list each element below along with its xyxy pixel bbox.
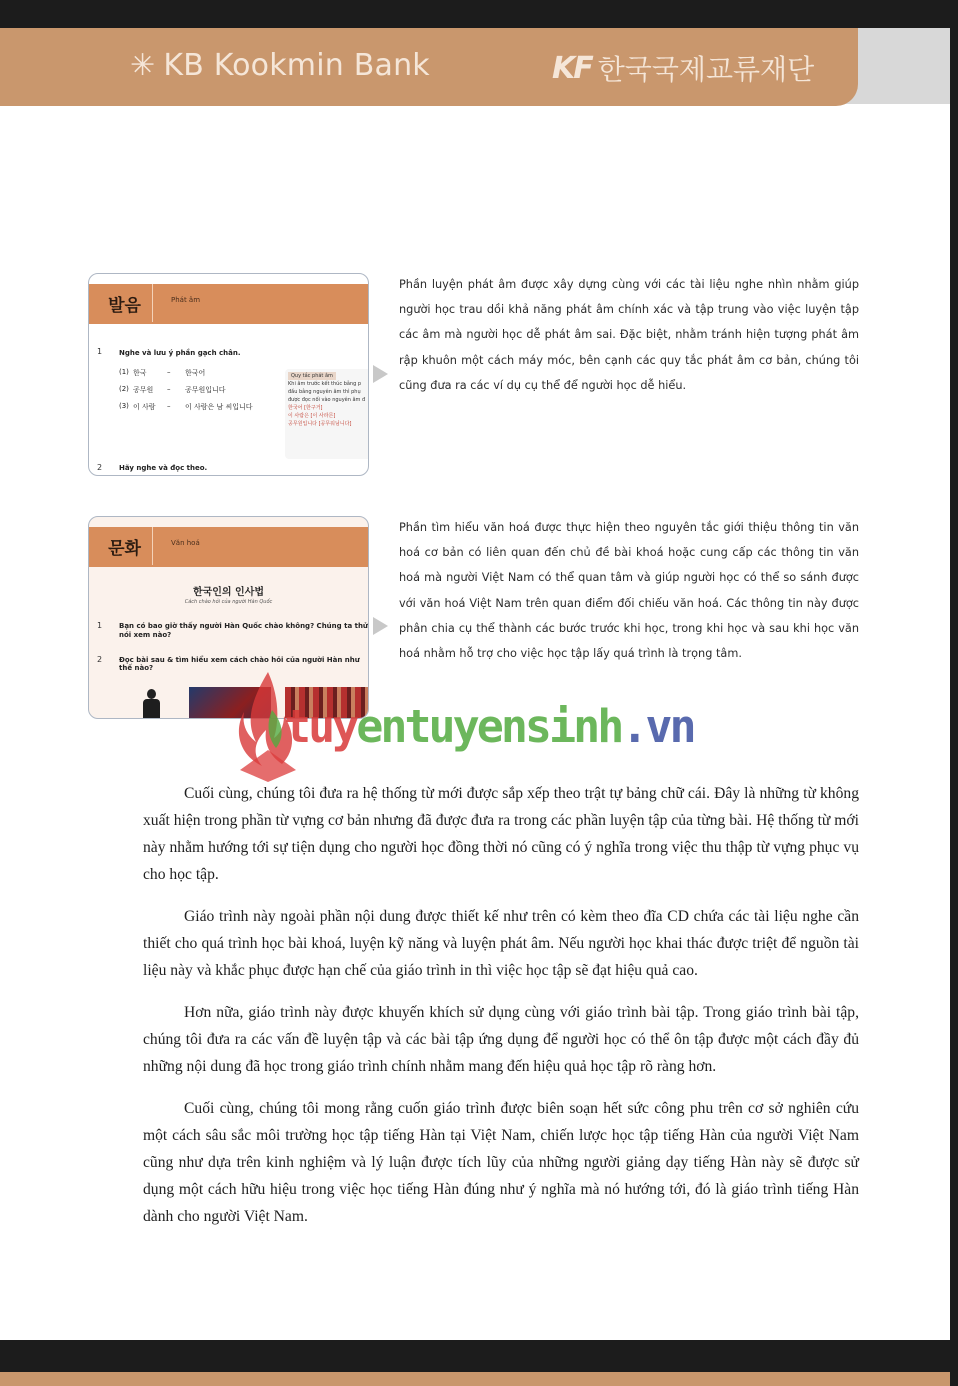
pronunciation-sample-thumbnail (88, 273, 369, 476)
question-text: Nghe và lưu ý phần gạch chân. (119, 349, 241, 357)
rule-example: 이 사람은 [이 사라믄] (288, 413, 336, 419)
culture-topic-subtitle: Cách chào hỏi của người Hàn Quốc (184, 599, 273, 605)
question-number: 2 (97, 463, 103, 472)
exercise-row-phrase: 공무원입니다 (185, 386, 226, 394)
rule-example: 공무원입니다 [공무워님니다] (288, 421, 352, 427)
exercise-row-dash: – (167, 368, 171, 376)
paragraph: Cuối cùng, chúng tôi đưa ra hệ thống từ mới được sắp xếp theo trật tự bảng chữ cái. Đây là những từ không xuất hiện trong phần từ vựng cơ bản nhưng đã được đưa ra trong các phần luyện tập của từng bài. Hệ thống từ mới này nhằm hướng tới sự tiện dụng cho người học đồng thời nó cũng có ý nghĩa trong việc thu thập từ vựng phục vụ cho học tập. (143, 785, 859, 883)
exercise-row-index: (3) (119, 402, 129, 410)
exercise-row-dash: – (167, 385, 171, 393)
paragraph: Hơn nữa, giáo trình này được khuyến khích sử dụng cùng với giáo trình bài tập. Trong giáo trình bài tập, chúng tôi đưa ra các vấn đề luyện tập và các bài tập ứng dụng để người học có thể ôn tập được một cách đầy đủ những nội dung đã học trong giáo trình chính nhằm mang đến hiệu quả học tập rõ ràng hơn. (143, 1004, 859, 1075)
website-watermark (232, 664, 692, 784)
question-text: Đọc bài sau & tìm hiểu xem cách chào hỏi của người Hàn như thế nào? (119, 656, 360, 672)
watermark-text: tuyentuyensinh.vn (284, 700, 694, 753)
body-text (143, 780, 859, 1245)
exercise-row-index: (1) (119, 368, 129, 376)
document-page (0, 28, 950, 1340)
paragraph: Cuối cùng, chúng tôi mong rằng cuốn giáo trình được biên soạn hết sức công phu trên cơ sở nghiên cứu một cách sâu sắc môi trường học tập tiếng Hàn tại Việt Nam, chiến lược học tập tiếng Hàn của người Việt Nam cũng như dựa trên kinh nghiệm và lý luận được tích lũy của những người giảng dạy tiếng Hàn này sẽ được sử dụng một cách hữu hiệu trong việc học tiếng Hàn đúng như ý nghĩa mà nó hướng tới, đó là giáo trình tiếng Hàn dành cho người Việt Nam. (143, 1100, 859, 1225)
question-number: 1 (97, 621, 103, 630)
question-text: Bạn có bao giờ thấy người Hàn Quốc chào không? Chúng ta thử nói xem nào? (119, 622, 368, 639)
question-text: Hãy nghe và đọc theo. (119, 464, 208, 472)
section-subtitle: Phát âm (171, 296, 201, 304)
rule-example: 한국어 [한구거] (288, 405, 323, 411)
rule-line: đầu bằng nguyên âm thì phụ (288, 389, 361, 395)
paragraph: Giáo trình này ngoài phần nội dung được thiết kế như trên có kèm theo đĩa CD chứa các tài liệu nghe cần thiết cho quá trình học bài khoá, luyện kỹ năng và luyện phát âm. Nếu người học khai thác được triệt để nguồn tài liệu này và khắc phục được hạn chế của giáo trình in thì việc học tập sẽ đạt hiệu quả cao. (143, 908, 859, 979)
kf-mark: KF (552, 50, 592, 86)
section-subtitle: Văn hoá (171, 539, 200, 547)
pronunciation-description: Phần luyện phát âm được xây dựng cùng với các tài liệu nghe nhìn nhằm giúp người học trau dồi khả năng phát âm chính xác và tập trung vào việc luyện tập các âm mà người học dễ phát âm sai. Đặc biệt, nhằm tránh hiện tượng phát âm rập khuôn một cách máy móc, bên cạnh các quy tắc phát âm cơ bản, chúng tôi cũng đưa ra các ví dụ cụ thể để người học dễ hiểu. (399, 278, 859, 392)
exercise-row-phrase: 한국어 (185, 369, 206, 377)
rule-tag: Quy tắc phát âm (288, 372, 336, 380)
kb-kookmin-bank-logo (130, 48, 430, 83)
exercise-row-word: 공무원 (133, 386, 154, 394)
rule-line: được đọc nối vào nguyên âm đ (288, 397, 366, 403)
culture-topic-title: 한국인의 인사법 (192, 587, 265, 598)
korea-foundation-logo (552, 48, 814, 88)
pointer-arrow-icon (373, 365, 388, 383)
exercise-row-word: 한국 (133, 369, 147, 377)
exercise-row-word: 이 사람 (133, 403, 156, 411)
page-header-banner (0, 28, 858, 106)
next-page-strip (0, 1372, 950, 1386)
question-number: 2 (97, 655, 103, 664)
kf-logo-text: 한국국제교류재단 (597, 53, 815, 86)
exercise-row-index: (2) (119, 385, 129, 393)
bowing-person-photo (141, 689, 161, 719)
pointer-arrow-icon (373, 617, 388, 635)
exercise-row-phrase: 이 사람은 남 씨입니다 (185, 403, 253, 411)
exercise-row-dash: – (167, 402, 171, 410)
question-number: 1 (97, 347, 103, 356)
rule-line: Khi âm trước kết thúc bằng p (288, 381, 362, 387)
kb-star-icon: ✳ (130, 48, 156, 83)
culture-description: Phần tìm hiểu văn hoá được thực hiện theo nguyên tắc giới thiệu thông tin văn hoá cơ bản có liên quan đến chủ đề bài khoá hoặc cung cấp các thông tin văn hoá mà người Việt Nam có thể quan tâm và giúp người học có thể so sánh được với văn hoá Việt Nam trên quan điểm đối chiếu văn hoá. Các thông tin này được phân chia cụ thể thành các bước trước khi học, trong khi học và sau khi học văn hoá nhằm hỗ trợ cho việc học tập lấy quá trình là trọng tâm. (399, 521, 859, 661)
kb-logo-text: KB Kookmin Bank (163, 48, 430, 83)
pronunciation-rule-box (285, 369, 369, 459)
section-title: 발음 (97, 284, 153, 322)
section-title: 문화 (97, 527, 153, 565)
